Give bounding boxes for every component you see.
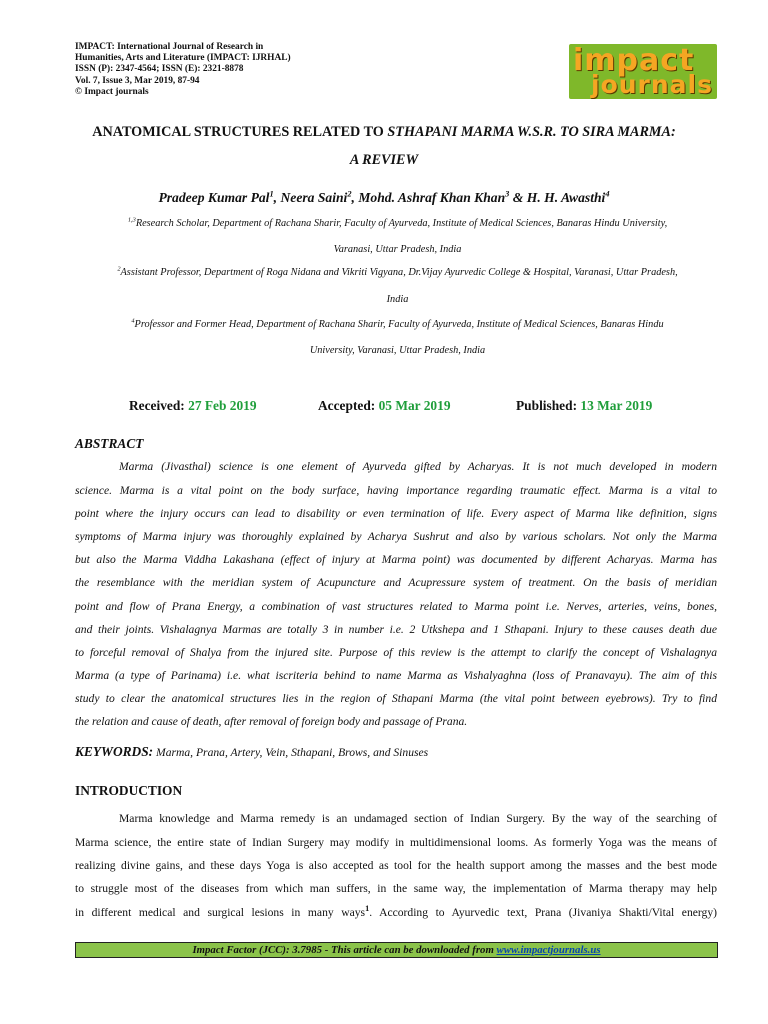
affiliation-3-cont: University, Varanasi, Uttar Pradesh, India <box>309 345 486 356</box>
received-date <box>129 398 257 414</box>
journal-name-line1: IMPACT: International Journal of Research in <box>75 42 264 52</box>
author-name: Mohd. Ashraf Khan Khan <box>358 190 506 205</box>
author-separator: , <box>351 190 359 205</box>
abstract-line: point where the injury occurs can lead to disability or even termination of life. Every aspect of Marma like definition, signs <box>75 507 717 520</box>
received-value: 27 Feb 2019 <box>188 398 257 413</box>
abstract-line: point and flow of Prana Energy, a combination of vast structures related to Marma point i.e. Nerves, arteries, veins, bones, <box>75 600 717 613</box>
intro-line <box>75 906 717 920</box>
abstract-line: the resemblance with the meridian system of Acupuncture and Acupressure system of treatment. On the basis of meridian <box>75 576 717 589</box>
keywords <box>75 744 428 760</box>
affiliation-3 <box>75 319 720 331</box>
footer-text: Impact Factor (JCC): 3.7985 - This article can be downloaded from <box>192 944 497 956</box>
accepted-label: Accepted: <box>318 398 379 413</box>
author-affil-mark: 4 <box>605 188 610 199</box>
published-value: 13 Mar 2019 <box>580 398 653 413</box>
journal-name-line2: Humanities, Arts and Literature (IMPACT: IJRHAL) <box>75 53 291 64</box>
author-list <box>60 190 708 206</box>
intro-line: realizing divine gains, and these days Yoga is also accepted as tool for the health support among the masses and the best mode <box>75 859 717 872</box>
journal-copyright: © Impact journals <box>75 86 149 97</box>
received-label: Received: <box>129 398 189 413</box>
accepted-value: 05 Mar 2019 <box>378 398 451 413</box>
author-name: Pradeep Kumar Pal <box>158 190 270 205</box>
abstract-line: the relation and cause of death, after removal of foreign body and passage of Prana. <box>75 715 468 728</box>
author-separator: & <box>509 190 527 205</box>
journal-volume: Vol. 7, Issue 3, Mar 2019, 87-94 <box>75 75 200 86</box>
impact-journals-logo <box>569 44 717 99</box>
journal-info <box>75 42 291 98</box>
journal-issn: ISSN (P): 2347-4564; ISSN (E): 2321-8878 <box>75 64 244 75</box>
introduction-heading: INTRODUCTION <box>75 783 183 798</box>
abstract-line: study to clear the anatomical structures lies in the region of Sthapani Marma (the vital point between eyebrows). Try to find <box>75 692 717 705</box>
author-name: H. H. Awasthi <box>526 190 606 205</box>
affiliation-text: Assistant Professor, Department of Roga Nidana and Vikriti Vigyana, Dr.Vijay Ayurvedic College & Hospital, Varanasi, Uttar Pradesh, <box>120 267 678 278</box>
paper-title <box>60 124 708 140</box>
intro-text: . According to Ayurvedic text, Prana (Jivaniya Shakti/Vital energy) <box>369 906 717 919</box>
logo-word-impact: impact <box>573 44 695 78</box>
abstract-line: to forceful removal of Shalya from the injured site. Purpose of this review is the attempt to clarify the concept of Vishalagnya <box>75 646 717 659</box>
affiliation-mark: 2 <box>117 265 121 273</box>
paper-title-part2: STHAPANI MARMA W.S.R. TO SIRA MARMA: <box>387 124 676 140</box>
affiliation-1-cont: Varanasi, Uttar Pradesh, India <box>333 244 462 255</box>
affiliation-2-cont: India <box>386 294 409 305</box>
intro-line: Marma knowledge and Marma remedy is an undamaged section of Indian Surgery. By the way of the searching of <box>119 812 717 825</box>
paper-title-part1: ANATOMICAL STRUCTURES RELATED TO <box>92 124 388 140</box>
affiliation-mark: 4 <box>131 317 135 325</box>
citation-mark: 1 <box>365 904 370 914</box>
affiliation-2 <box>75 267 720 279</box>
affiliation-mark: 1,3 <box>127 216 136 224</box>
abstract-line: science. Marma is a vital point on the body surface, having importance regarding traumatic effect. Marma is a vital to <box>75 484 717 497</box>
published-label: Published: <box>516 398 581 413</box>
author-affil-mark: 3 <box>505 188 510 199</box>
intro-line: to struggle most of the diseases from which man suffers, in the same way, the implementation of Marma therapy may help <box>75 882 717 895</box>
journal-website-link[interactable]: www.impactjournals.us <box>496 944 601 956</box>
author-affil-mark: 2 <box>347 188 352 199</box>
affiliation-1 <box>75 218 720 230</box>
abstract-heading: ABSTRACT <box>75 436 144 451</box>
abstract-line: symptoms of Marma injury was thoroughly explained by Acharya Sushrut and also by various scholars. Not only the Marma <box>75 530 717 543</box>
affiliation-text: Research Scholar, Department of Rachana Sharir, Faculty of Ayurveda, Institute of Medical Sciences, Banaras Hindu University, <box>135 218 668 229</box>
keywords-heading: KEYWORDS: <box>75 744 154 759</box>
author-separator: , <box>273 190 281 205</box>
intro-text: in different medical and surgical lesions in many ways <box>75 906 366 919</box>
abstract-line: but also the Marma Viddha Lakashana (effect of injury at Marma point) was documented by different Acharyas. Marma has <box>75 553 717 566</box>
published-date <box>516 398 652 414</box>
abstract-line: Marma (Jivasthal) science is one element of Ayurveda gifted by Acharyas. It is not much developed in modern <box>119 460 717 473</box>
impact-factor-footer <box>75 942 718 958</box>
affiliation-text: Professor and Former Head, Department of Rachana Sharir, Faculty of Ayurveda, Institute of Medical Sciences, Banaras Hindu <box>134 319 664 330</box>
author-affil-mark: 1 <box>269 188 274 199</box>
logo-word-journals: journals <box>591 70 713 99</box>
intro-line: Marma science, the entire state of Indian Surgery may modify in multidimensional looms. As formerly Yoga was the means of <box>75 836 717 849</box>
keywords-text: Marma, Prana, Artery, Vein, Sthapani, Brows, and Sinuses <box>153 746 429 759</box>
author-name: Neera Saini <box>280 190 348 205</box>
abstract-line: and their joints. Vishalagnya Marmas are totally 3 in number i.e. 2 Utkshepa and 1 Sthapani. Injury to these causes death due <box>75 623 717 636</box>
paper-title-line2: A REVIEW <box>349 152 419 168</box>
abstract-line: Marma (a type of Parinama) i.e. what iscriteria behind to name Marma as Vishalyaghna (loss of Pranavayu). The aim of this <box>75 669 717 682</box>
accepted-date <box>318 398 451 414</box>
